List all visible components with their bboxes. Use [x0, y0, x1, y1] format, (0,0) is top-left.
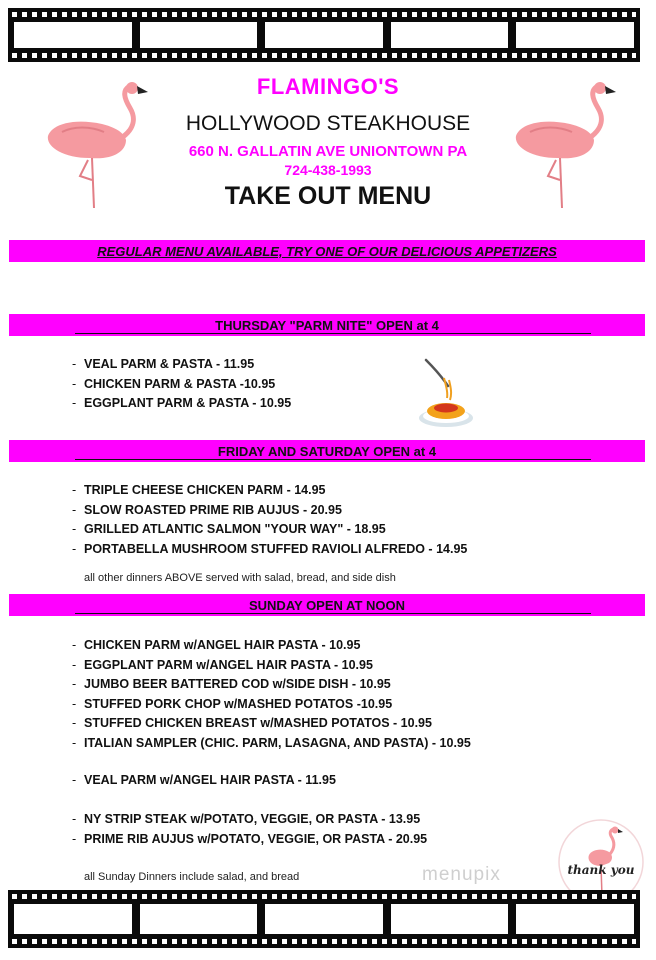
- filmstrip-top: [8, 8, 640, 62]
- film-frame: [14, 904, 132, 934]
- restaurant-name: FLAMINGO'S: [256, 74, 400, 99]
- menu-item: - JUMBO BEER BATTERED COD w/SIDE DISH - 10.95: [72, 675, 471, 695]
- menu-item: - EGGPLANT PARM w/ANGEL HAIR PASTA - 10.95: [72, 656, 471, 676]
- heading-underline: [75, 613, 591, 614]
- section-heading-text: FRIDAY AND SATURDAY OPEN at 4: [217, 443, 437, 459]
- sunday-items-veal: [72, 771, 336, 791]
- section-heading-text: THURSDAY "PARM NITE" OPEN at 4: [215, 317, 439, 333]
- film-frame: [140, 904, 258, 934]
- section-heading-friday-saturday: [9, 440, 645, 462]
- menu-item: - CHICKEN PARM w/ANGEL HAIR PASTA - 10.95: [72, 636, 471, 656]
- film-perforations: [12, 894, 636, 899]
- menu-item: - PORTABELLA MUSHROOM STUFFED RAVIOLI ALFREDO - 14.95: [72, 540, 467, 560]
- menu-item: - TRIPLE CHEESE CHICKEN PARM - 14.95: [72, 481, 467, 501]
- film-frame: [265, 904, 383, 934]
- film-frame: [391, 22, 509, 48]
- film-frame: [265, 22, 383, 48]
- menu-item: - NY STRIP STEAK w/POTATO, VEGGIE, OR PASTA - 13.95: [72, 810, 427, 830]
- film-frame: [14, 22, 132, 48]
- menu-item: - GRILLED ATLANTIC SALMON "YOUR WAY" - 18.95: [72, 520, 467, 540]
- menu-item: - CHICKEN PARM & PASTA -10.95: [72, 375, 291, 395]
- menu-item: - STUFFED CHICKEN BREAST w/MASHED POTATOS - 10.95: [72, 714, 471, 734]
- film-frame: [516, 22, 634, 48]
- heading-underline: [75, 333, 591, 334]
- menu-item: - VEAL PARM & PASTA - 11.95: [72, 355, 291, 375]
- restaurant-subtitle: HOLLYWOOD STEAKHOUSE: [185, 112, 471, 135]
- sunday-items-steak: [72, 810, 427, 849]
- menu-title: TAKE OUT MENU: [224, 182, 432, 210]
- banner-text: REGULAR MENU AVAILABLE, TRY ONE OF OUR DELICIOUS APPETIZERS: [97, 243, 557, 259]
- film-frame: [140, 22, 258, 48]
- watermark: menupix: [422, 864, 501, 885]
- film-frame: [391, 904, 509, 934]
- menu-item: - STUFFED PORK CHOP w/MASHED POTATOS -10.95: [72, 695, 471, 715]
- friday-saturday-items: [72, 481, 467, 559]
- section-heading-thursday: [9, 314, 645, 336]
- film-perforations: [12, 939, 636, 944]
- menu-item: - VEAL PARM w/ANGEL HAIR PASTA - 11.95: [72, 771, 336, 791]
- filmstrip-bottom: [8, 890, 640, 948]
- heading-underline: [75, 459, 591, 460]
- thank-you-text: thank you: [567, 863, 635, 877]
- film-perforations: [12, 53, 636, 58]
- film-frames: [14, 904, 634, 934]
- section-heading-sunday: [9, 594, 645, 616]
- menu-item: - ITALIAN SAMPLER (CHIC. PARM, LASAGNA, AND PASTA) - 10.95: [72, 734, 471, 754]
- sunday-items: [72, 636, 471, 753]
- film-frames: [14, 22, 634, 48]
- menu-item: - EGGPLANT PARM & PASTA - 10.95: [72, 394, 291, 414]
- thursday-items: [72, 355, 291, 414]
- appetizer-banner: [9, 240, 645, 262]
- menu-item: - SLOW ROASTED PRIME RIB AUJUS - 20.95: [72, 501, 467, 521]
- film-perforations: [12, 12, 636, 17]
- spaghetti-plate-icon: [418, 356, 474, 432]
- restaurant-address: 660 N. GALLATIN AVE UNIONTOWN PA: [188, 143, 468, 160]
- section-note: all Sunday Dinners include salad, and bread: [84, 871, 300, 883]
- film-frame: [516, 904, 634, 934]
- restaurant-phone: 724-438-1993: [284, 162, 372, 178]
- menu-item: - PRIME RIB AUJUS w/POTATO, VEGGIE, OR PASTA - 20.95: [72, 830, 427, 850]
- section-heading-text: SUNDAY OPEN AT NOON: [248, 597, 406, 613]
- section-note: all other dinners ABOVE served with salad, bread, and side dish: [84, 572, 396, 584]
